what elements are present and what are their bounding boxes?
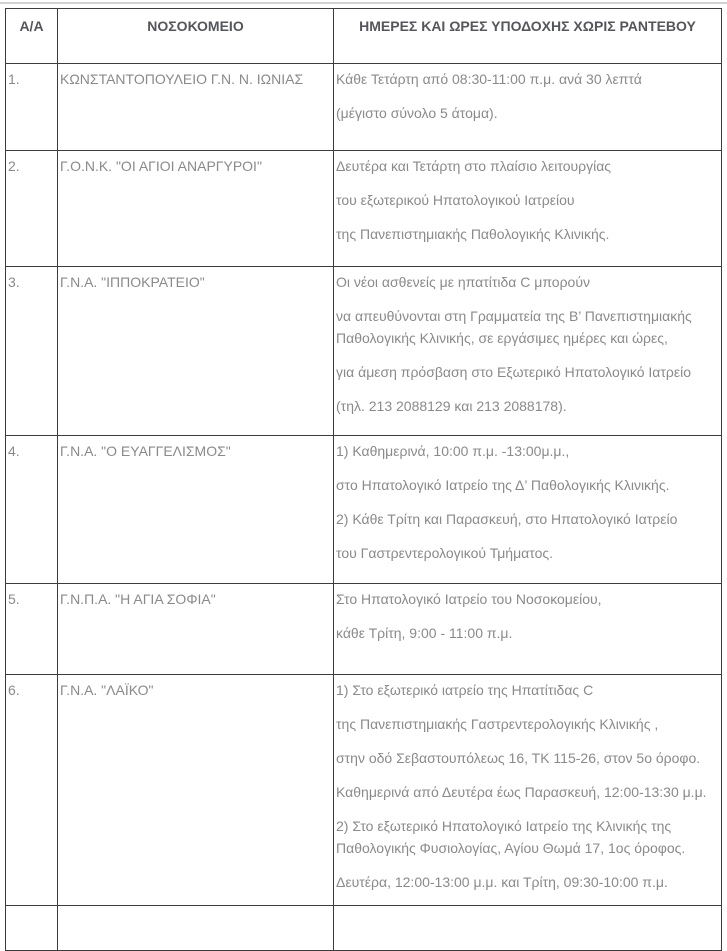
schedule-line: (τηλ. 213 2088129 και 213 2088178). [336,398,567,414]
table-row [6,675,722,906]
row-index-cell [6,675,58,906]
schedule-line: κάθε Τρίτη, 9:00 - 11:00 π.μ. [336,625,513,641]
row-index-cell [6,436,58,584]
schedule-line: Καθημερινά από Δευτέρα έως Παρασκευή, 12:00-13:30 μ.μ. [336,784,707,800]
table-row [6,584,722,675]
hospital-name: ΚΩΝΣΤΑΝΤΟΠΟΥΛΕΙΟ Γ.Ν. Ν. ΙΩΝΙΑΣ [60,71,304,87]
schedule-line: να απευθύνονται στη Γραμματεία της Β’ Πανεπιστημιακής Παθολογικής Κλινικής, σε εργάσιμες ημέρες και ώρες, [336,308,692,346]
schedule-line: στην οδό Σεβαστουπόλεως 16, ΤΚ 115-26, στον 5ο όροφο. [336,750,701,766]
row-index: 3. [8,274,20,290]
schedule-line: 2) Κάθε Τρίτη και Παρασκευή, στο Ηπατολογικό Ιατρείο [336,511,678,527]
schedule-line: Δευτέρα και Τετάρτη στο πλαίσιο λειτουργίας [336,158,612,174]
schedule-cell [334,436,722,584]
schedule-cell [334,267,722,436]
schedule-cell [334,584,722,675]
schedule-cell [334,675,722,906]
table-row [6,64,722,151]
hospitals-table-container [5,8,721,951]
column-header-index: Α/Α [6,9,58,64]
hospital-name: Γ.Ν.Α. "ΙΠΠΟΚΡΑΤΕΙΟ" [60,274,205,290]
hospital-cell [58,675,334,906]
hospitals-table [5,8,722,951]
row-index-cell [6,151,58,267]
schedule-line: της Πανεπιστημιακής Γαστρεντερολογικής Κλινικής , [336,716,659,732]
schedule-cell [334,64,722,151]
row-index-cell [6,64,58,151]
table-row [6,436,722,584]
hospital-cell [58,584,334,675]
hospital-cell [58,151,334,267]
row-index: 5. [8,591,20,607]
hospital-cell [58,436,334,584]
row-index: 4. [8,443,20,459]
table-header-row [6,9,722,64]
table-row [6,267,722,436]
row-index: 1. [8,71,20,87]
schedule-line: 1) Καθημερινά, 10:00 π.μ. -13:00μ.μ., [336,443,570,459]
row-index: 2. [8,158,20,174]
hospital-cell [58,906,334,951]
schedule-line: Κάθε Τετάρτη από 08:30-11:00 π.μ. ανά 30 λεπτά [336,71,642,87]
row-index: 6. [8,682,20,698]
schedule-line: της Πανεπιστημιακής Παθολογικής Κλινικής. [336,226,610,242]
schedule-line: Δευτέρα, 12:00-13:00 μ.μ. και Τρίτη, 09:30-10:00 π.μ. [336,874,668,890]
schedule-line: 1) Στο εξωτερικό ιατρείο της Ηπατίτιδας C [336,682,594,698]
row-index-cell [6,584,58,675]
hospital-cell [58,64,334,151]
top-divider-rule [0,2,727,4]
schedule-line: στο Ηπατολογικό Ιατρείο της Δ’ Παθολογικής Κλινικής. [336,477,670,493]
schedule-line: Στο Ηπατολογικό Ιατρείο του Νοσοκομείου, [336,591,602,607]
schedule-line: Οι νέοι ασθενείς με ηπατίτιδα C μπορούν [336,274,590,290]
table-row-partial [6,906,722,951]
hospital-name: Γ.Ν.Α. "ΛΑΪΚΟ" [60,682,154,698]
schedule-line: του εξωτερικού Ηπατολογικού Ιατρείου [336,192,575,208]
table-row [6,151,722,267]
hospital-name: Γ.Ο.Ν.Κ. "ΟΙ ΑΓΙΟΙ ΑΝΑΡΓΥΡΟΙ" [60,158,262,174]
row-index-cell [6,906,58,951]
column-header-hospital: ΝΟΣΟΚΟΜΕΙΟ [58,9,334,64]
schedule-cell [334,906,722,951]
schedule-cell [334,151,722,267]
column-header-schedule: ΗΜΕΡΕΣ ΚΑΙ ΩΡΕΣ ΥΠΟΔΟΧΗΣ ΧΩΡΙΣ ΡΑΝΤΕΒΟΥ [334,9,722,64]
hospital-name: Γ.Ν.Π.Α. "Η ΑΓΙΑ ΣΟΦΙΑ" [60,591,216,607]
schedule-line: του Γαστρεντερολογικού Τμήματος. [336,545,553,561]
hospital-cell [58,267,334,436]
row-index-cell [6,267,58,436]
hospital-name: Γ.Ν.Α. "Ο ΕΥΑΓΓΕΛΙΣΜΟΣ" [60,443,231,459]
schedule-line: (μέγιστο σύνολο 5 άτομα). [336,105,498,121]
schedule-line: για άμεση πρόσβαση στο Εξωτερικό Ηπατολογικό Ιατρείο [336,364,691,380]
schedule-line: 2) Στο εξωτερικό Ηπατολογικό Ιατρείο της Κλινικής της Παθολογικής Φυσιολογίας, Αγίου Θωμά 17, 1ος όροφος. [336,818,686,856]
